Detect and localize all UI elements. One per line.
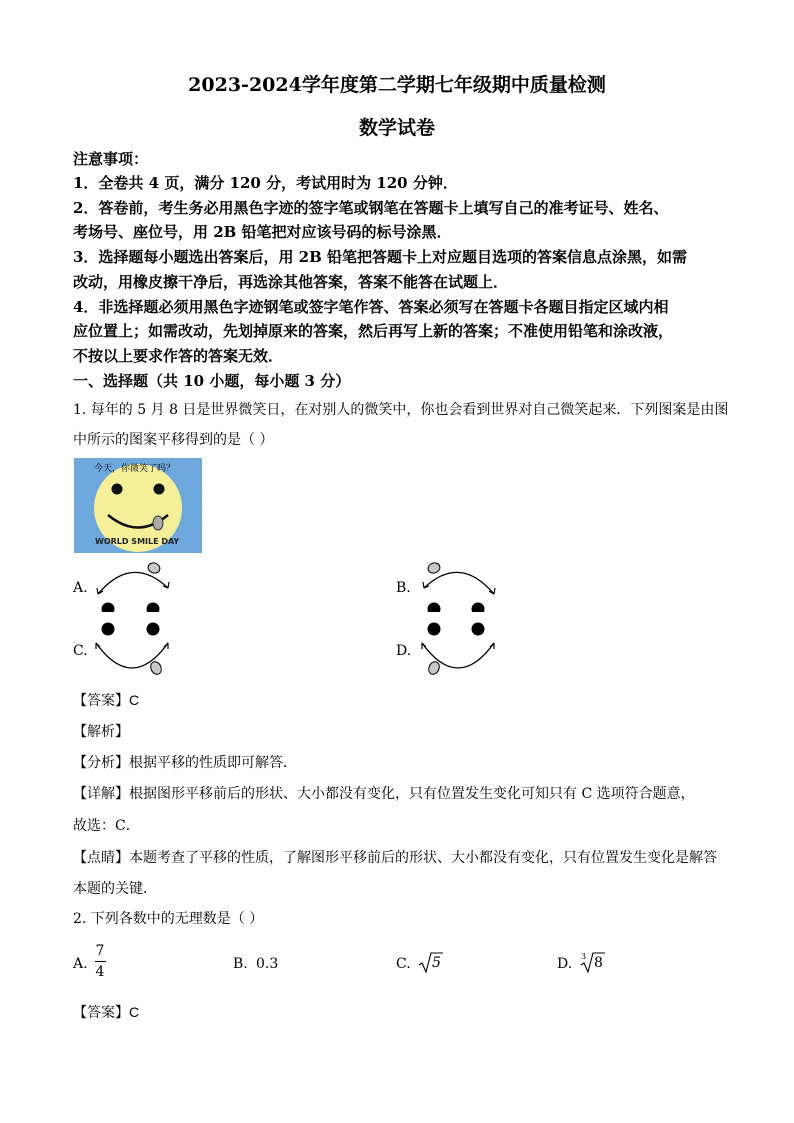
exam-title: 2023-2024学年度第二学期七年级期中质量检测 (188, 74, 606, 96)
image-caption-bottom: WORLD SMILE DAY (95, 537, 180, 546)
notes-line: 应位置上；如需改动，先划掉原来的答案，然后再写上新的答案；不准使用铅笔和涂改液， (73, 322, 674, 340)
notes-line: 3．选择题每小题选出答案后，用 2B 铅笔把答题卡上对应题目选项的答案信息点涂黑，如需 (73, 248, 688, 266)
world-smile-day-image (74, 458, 202, 553)
fenxi-text: 根据平移的性质即可解答． (129, 755, 297, 771)
notes-line: 4．非选择题必须用黑色字迹钢笔或签字笔作答、答案必须写在答题卡各题目指定区域内相 (73, 298, 669, 316)
answer-value: C (129, 1004, 140, 1020)
fenxi-row (73, 752, 297, 772)
q2-option-c-sqrt (418, 950, 444, 976)
q2-option-b-label: B. (233, 956, 248, 972)
q2-answer-row (73, 1002, 139, 1022)
notes-line: 不按以上要求作答的答案无效． (73, 347, 284, 365)
q2-option-c-label: C. (396, 956, 411, 972)
option-a-label: A. (73, 580, 88, 596)
image-caption-top: 今天，你微笑了吗？ (94, 464, 176, 474)
notes-line: 考场号、座位号，用 2B 铅笔把对应该号码的标号涂黑． (73, 223, 452, 241)
question-1-text: 中所示的图案平移得到的是（ ） (73, 432, 274, 448)
notes-line: 2．答卷前，考生务必用黑色字迹的签字笔或钢笔在答题卡上填写自己的准考证号、姓名、 (73, 199, 669, 217)
root-index: 3 (581, 952, 587, 961)
question-1-text: 1. 每年的 5 月 8 日是世界微笑日，在对别人的微笑中，你也会看到世界对自己微笑起来．下列图案是由图 (73, 402, 729, 418)
q2-option-d-cbrt (580, 950, 606, 976)
q2-option-a-label: A. (73, 956, 88, 972)
exam-subtitle: 数学试卷 (358, 117, 435, 139)
answer-tag: 【答案】 (73, 693, 129, 709)
dianjing-text: 本题考查了平移的性质，了解图形平移前后的形状、大小都没有变化，只有位置发生变化是解答 (129, 850, 717, 866)
dianjing-row (73, 847, 717, 867)
answer-value: C (129, 692, 140, 708)
xiangjie-text: 根据图形平移前后的形状、大小都没有变化，只有位置发生变化可知只有 C 选项符合题意， (129, 786, 695, 802)
q2-option-a-fraction (92, 942, 108, 981)
option-d-label: D. (396, 643, 412, 659)
option-b-label: B. (396, 580, 411, 596)
notes-heading: 注意事项： (73, 150, 149, 168)
question-2-text: 2. 下列各数中的无理数是（ ） (73, 911, 264, 927)
analysis-tag: 【解析】 (73, 724, 129, 740)
radicand: 5 (432, 955, 441, 971)
option-c-figure (90, 615, 180, 677)
answer-row (73, 690, 139, 710)
notes-line: 改动，用橡皮擦干净后，再选涂其他答案，答案不能答在试题上． (73, 273, 509, 291)
guxuan-text: 故选：C． (73, 818, 140, 834)
option-c-label: C. (73, 643, 88, 659)
answer-tag: 【答案】 (73, 1005, 129, 1021)
q2-option-b-value: 0.3 (256, 956, 279, 972)
fraction-numerator: 7 (95, 943, 105, 959)
option-d-figure (414, 615, 504, 677)
fenxi-tag: 【分析】 (73, 755, 129, 771)
xiangjie-tag: 【详解】 (73, 786, 129, 802)
dianjing-text-2: 本题的关键． (73, 881, 157, 897)
option-b-figure (414, 560, 504, 612)
dianjing-tag: 【点睛】 (73, 850, 129, 866)
q2-option-d-label: D. (557, 956, 573, 972)
fraction-denominator: 4 (95, 964, 105, 980)
radicand: 8 (594, 955, 603, 971)
xiangjie-row (73, 783, 695, 803)
section-heading: 一、选择题（共 10 小题，每小题 3 分） (73, 372, 351, 390)
option-a-figure (90, 560, 180, 612)
notes-line: 1．全卷共 4 页，满分 120 分，考试用时为 120 分钟． (73, 174, 458, 192)
fraction-bar (95, 961, 106, 962)
